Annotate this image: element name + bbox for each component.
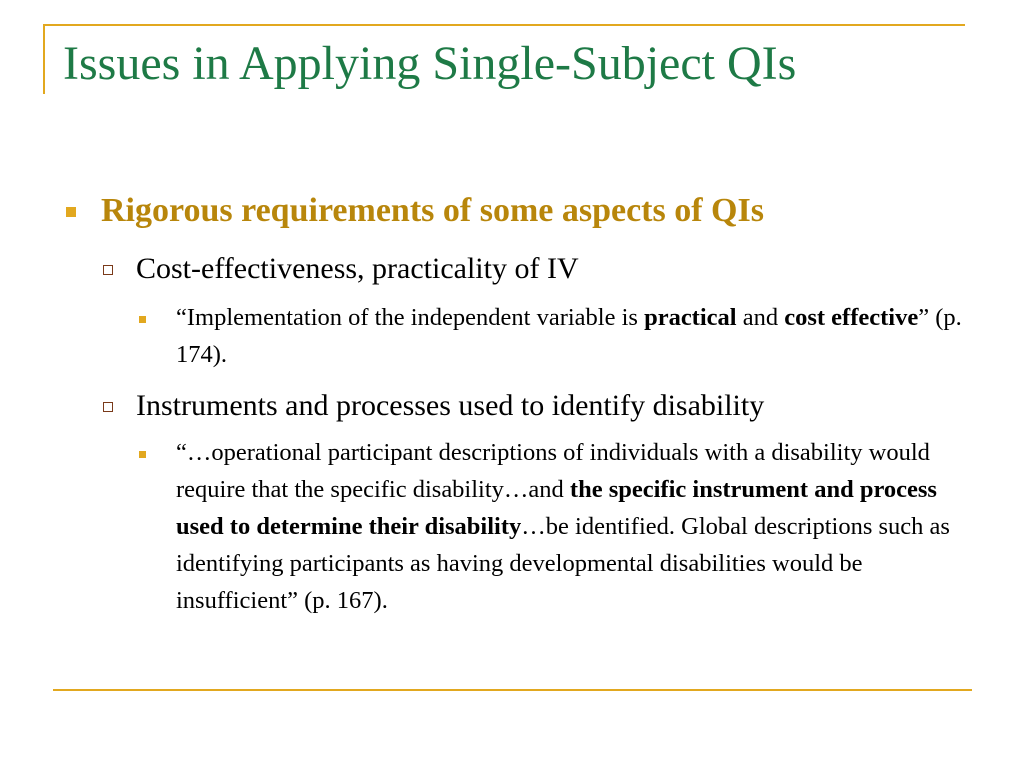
quote-emphasis: the specific instrument and process used to determine their disability bbox=[176, 476, 937, 540]
small-square-bullet-icon bbox=[139, 451, 146, 458]
slide-title: Issues in Applying Single-Subject QIs bbox=[63, 37, 797, 90]
quote-text: “…operational participant descriptions of individuals with a disability would require that the specific disability…and bbox=[176, 439, 930, 503]
small-square-bullet-icon bbox=[139, 316, 146, 323]
sub-bullet-cost-effectiveness: Cost-effectiveness, practicality of IV bbox=[136, 252, 579, 285]
quote-text: and bbox=[736, 304, 785, 331]
square-bullet-icon bbox=[66, 207, 76, 217]
main-bullet: Rigorous requirements of some aspects of QIs bbox=[101, 192, 764, 229]
quote-citation: ” (p. 174). bbox=[176, 304, 962, 368]
quote-emphasis: practical bbox=[644, 304, 737, 331]
hollow-square-bullet-icon bbox=[103, 402, 113, 412]
quote-emphasis: cost effective bbox=[784, 304, 919, 331]
quote-practical bbox=[176, 299, 966, 373]
quote-text: “Implementation of the independent variable is bbox=[176, 304, 645, 331]
quote-citation: …be identified. Global descriptions such as identifying participants as having developmental disabilities would be insufficient” (p. 167). bbox=[176, 513, 950, 614]
quote-disability bbox=[176, 434, 966, 619]
frame-bottom-rule bbox=[53, 689, 972, 691]
sub-bullet-instruments: Instruments and processes used to identify disability bbox=[136, 389, 765, 422]
hollow-square-bullet-icon bbox=[103, 265, 113, 275]
